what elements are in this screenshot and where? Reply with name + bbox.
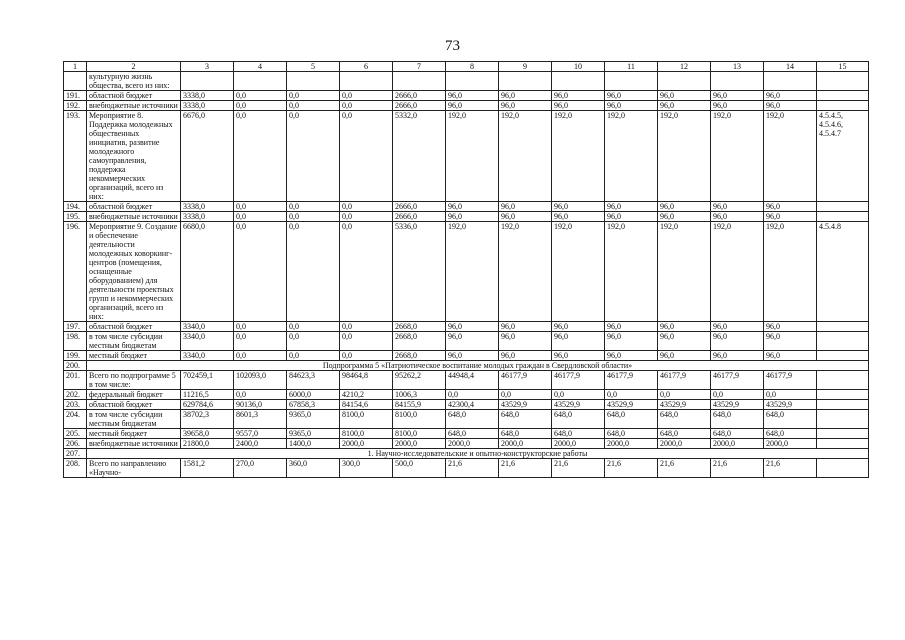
table-row <box>64 351 869 361</box>
value-cell: 43529,9 <box>605 400 658 410</box>
table-row <box>64 91 869 101</box>
value-cell <box>499 72 552 91</box>
value-cell: 192,0 <box>658 222 711 322</box>
value-cell: 84155,9 <box>393 400 446 410</box>
value-cell: 46177,9 <box>552 371 605 390</box>
value-cell: 0,0 <box>287 111 340 202</box>
header-cell: 2 <box>87 62 181 72</box>
value-cell: 96,0 <box>658 202 711 212</box>
value-cell: 46177,9 <box>711 371 764 390</box>
table-row <box>64 72 869 91</box>
header-cell: 14 <box>764 62 817 72</box>
value-cell: 192,0 <box>552 111 605 202</box>
value-cell: 2400,0 <box>234 439 287 449</box>
value-cell: 192,0 <box>499 111 552 202</box>
value-cell: 2668,0 <box>393 332 446 351</box>
value-cell <box>446 72 499 91</box>
value-cell: 0,0 <box>287 351 340 361</box>
table-row <box>64 332 869 351</box>
row-number: 192. <box>64 101 87 111</box>
row-number: 203. <box>64 400 87 410</box>
value-cell: 96,0 <box>446 202 499 212</box>
value-cell: 0,0 <box>234 222 287 322</box>
value-cell: 21,6 <box>499 459 552 478</box>
row-number: 194. <box>64 202 87 212</box>
value-cell: 21,6 <box>764 459 817 478</box>
value-cell: 0,0 <box>234 332 287 351</box>
value-cell: 0,0 <box>287 202 340 212</box>
value-cell <box>181 72 234 91</box>
value-cell: 96,0 <box>552 212 605 222</box>
target-indicator-cell <box>817 322 869 332</box>
table-row <box>64 390 869 400</box>
value-cell: 3340,0 <box>181 322 234 332</box>
value-cell: 6000,0 <box>287 390 340 400</box>
row-number: 200. <box>64 361 87 371</box>
value-cell: 0,0 <box>340 332 393 351</box>
target-indicator-cell <box>817 332 869 351</box>
target-indicator-cell <box>817 101 869 111</box>
header-cell: 7 <box>393 62 446 72</box>
value-cell: 648,0 <box>764 410 817 429</box>
value-cell: 98464,8 <box>340 371 393 390</box>
value-cell: 96,0 <box>446 91 499 101</box>
value-cell: 1006,3 <box>393 390 446 400</box>
value-cell: 0,0 <box>340 91 393 101</box>
value-cell: 84623,3 <box>287 371 340 390</box>
value-cell: 2668,0 <box>393 351 446 361</box>
value-cell: 629784,6 <box>181 400 234 410</box>
table-row <box>64 429 869 439</box>
row-number: 204. <box>64 410 87 429</box>
header-cell: 9 <box>499 62 552 72</box>
value-cell: 648,0 <box>499 410 552 429</box>
value-cell: 3340,0 <box>181 351 234 361</box>
value-cell: 0,0 <box>711 390 764 400</box>
row-name: внебюджетные источники <box>87 439 181 449</box>
value-cell: 96,0 <box>552 322 605 332</box>
value-cell: 0,0 <box>340 322 393 332</box>
row-name: культурную жизнь общества, всего из них: <box>87 72 181 91</box>
value-cell: 8100,0 <box>340 410 393 429</box>
value-cell: 0,0 <box>287 322 340 332</box>
value-cell <box>340 72 393 91</box>
value-cell: 5332,0 <box>393 111 446 202</box>
value-cell: 96,0 <box>605 351 658 361</box>
target-indicator-cell <box>817 351 869 361</box>
value-cell: 2000,0 <box>764 439 817 449</box>
value-cell: 3338,0 <box>181 212 234 222</box>
value-cell: 96,0 <box>605 212 658 222</box>
value-cell: 2666,0 <box>393 101 446 111</box>
target-indicator-cell <box>817 371 869 390</box>
row-number: 198. <box>64 332 87 351</box>
value-cell: 648,0 <box>499 429 552 439</box>
value-cell: 360,0 <box>287 459 340 478</box>
value-cell: 96,0 <box>446 332 499 351</box>
table-row <box>64 212 869 222</box>
value-cell: 96,0 <box>499 202 552 212</box>
value-cell: 96,0 <box>764 202 817 212</box>
value-cell: 192,0 <box>552 222 605 322</box>
value-cell <box>393 72 446 91</box>
value-cell: 96,0 <box>605 332 658 351</box>
value-cell: 648,0 <box>764 429 817 439</box>
value-cell: 500,0 <box>393 459 446 478</box>
value-cell <box>552 72 605 91</box>
value-cell: 96,0 <box>605 322 658 332</box>
header-cell: 8 <box>446 62 499 72</box>
table-row <box>64 322 869 332</box>
value-cell: 39658,0 <box>181 429 234 439</box>
value-cell: 192,0 <box>605 222 658 322</box>
row-name: областной бюджет <box>87 91 181 101</box>
row-number: 193. <box>64 111 87 202</box>
value-cell: 0,0 <box>499 390 552 400</box>
value-cell: 2000,0 <box>552 439 605 449</box>
value-cell: 192,0 <box>658 111 711 202</box>
value-cell: 2000,0 <box>393 439 446 449</box>
table-row <box>64 202 869 212</box>
subprogram-row <box>64 449 869 459</box>
value-cell: 300,0 <box>340 459 393 478</box>
table-row <box>64 222 869 322</box>
header-cell: 10 <box>552 62 605 72</box>
value-cell: 0,0 <box>552 390 605 400</box>
value-cell: 648,0 <box>552 410 605 429</box>
row-name: областной бюджет <box>87 202 181 212</box>
budget-table <box>63 61 869 478</box>
value-cell: 46177,9 <box>605 371 658 390</box>
row-number: 201. <box>64 371 87 390</box>
value-cell: 192,0 <box>446 111 499 202</box>
value-cell: 2000,0 <box>711 439 764 449</box>
value-cell: 96,0 <box>446 212 499 222</box>
row-number: 191. <box>64 91 87 101</box>
value-cell: 96,0 <box>764 212 817 222</box>
value-cell: 96,0 <box>605 202 658 212</box>
value-cell <box>764 72 817 91</box>
row-number: 199. <box>64 351 87 361</box>
value-cell: 0,0 <box>287 212 340 222</box>
row-number: 205. <box>64 429 87 439</box>
value-cell: 0,0 <box>340 111 393 202</box>
value-cell: 21800,0 <box>181 439 234 449</box>
row-name: областной бюджет <box>87 322 181 332</box>
value-cell: 44948,4 <box>446 371 499 390</box>
row-number: 208. <box>64 459 87 478</box>
value-cell <box>234 72 287 91</box>
row-name: Всего по подпрограмме 5 в том числе: <box>87 371 181 390</box>
row-name: внебюджетные источники <box>87 101 181 111</box>
value-cell: 96,0 <box>658 351 711 361</box>
target-indicator-cell <box>817 459 869 478</box>
value-cell: 96,0 <box>499 212 552 222</box>
value-cell: 84154,6 <box>340 400 393 410</box>
value-cell: 96,0 <box>499 332 552 351</box>
value-cell: 0,0 <box>234 351 287 361</box>
value-cell: 648,0 <box>552 429 605 439</box>
value-cell: 96,0 <box>764 91 817 101</box>
value-cell: 0,0 <box>287 101 340 111</box>
row-name: в том числе субсидии местным бюджетам <box>87 410 181 429</box>
row-number <box>64 72 87 91</box>
value-cell: 96,0 <box>499 351 552 361</box>
target-indicator-cell <box>817 202 869 212</box>
value-cell: 43529,9 <box>499 400 552 410</box>
header-cell: 15 <box>817 62 869 72</box>
value-cell: 21,6 <box>446 459 499 478</box>
value-cell: 21,6 <box>552 459 605 478</box>
value-cell: 96,0 <box>605 91 658 101</box>
value-cell: 96,0 <box>446 351 499 361</box>
value-cell: 0,0 <box>340 101 393 111</box>
value-cell: 2666,0 <box>393 202 446 212</box>
value-cell: 648,0 <box>711 410 764 429</box>
value-cell: 21,6 <box>605 459 658 478</box>
value-cell: 21,6 <box>658 459 711 478</box>
subprogram-row <box>64 361 869 371</box>
value-cell: 4210,2 <box>340 390 393 400</box>
value-cell: 96,0 <box>764 351 817 361</box>
header-cell: 4 <box>234 62 287 72</box>
value-cell: 0,0 <box>764 390 817 400</box>
target-indicator-cell: 4.5.4.8 <box>817 222 869 322</box>
value-cell: 96,0 <box>658 91 711 101</box>
value-cell: 0,0 <box>234 212 287 222</box>
value-cell: 648,0 <box>446 429 499 439</box>
value-cell: 43529,9 <box>764 400 817 410</box>
value-cell: 96,0 <box>552 101 605 111</box>
value-cell: 0,0 <box>234 322 287 332</box>
row-name: местный бюджет <box>87 351 181 361</box>
value-cell: 0,0 <box>605 390 658 400</box>
value-cell: 96,0 <box>711 332 764 351</box>
value-cell: 648,0 <box>446 410 499 429</box>
value-cell: 5336,0 <box>393 222 446 322</box>
target-indicator-cell <box>817 410 869 429</box>
table-row <box>64 459 869 478</box>
value-cell: 192,0 <box>711 222 764 322</box>
value-cell: 8100,0 <box>340 429 393 439</box>
value-cell: 2666,0 <box>393 91 446 101</box>
value-cell: 9365,0 <box>287 429 340 439</box>
row-name: Мероприятие 9. Создание и обеспечение деятельности молодежных коворкинг-центров (помещения, оснащенные оборудованием) для деятельности проектных групп и некоммерческих организаций, всего из них: <box>87 222 181 322</box>
value-cell: 96,0 <box>711 101 764 111</box>
value-cell: 3340,0 <box>181 332 234 351</box>
value-cell <box>658 72 711 91</box>
value-cell: 8100,0 <box>393 410 446 429</box>
target-indicator-cell <box>817 72 869 91</box>
row-name: Мероприятие 8. Поддержка молодежных общественных инициатив, развитие молодежного самоуправления, поддержка некоммерческих организаций, всего из них: <box>87 111 181 202</box>
value-cell: 43529,9 <box>711 400 764 410</box>
value-cell: 1581,2 <box>181 459 234 478</box>
row-number: 207. <box>64 449 87 459</box>
value-cell: 2666,0 <box>393 212 446 222</box>
target-indicator-cell <box>817 429 869 439</box>
value-cell: 46177,9 <box>658 371 711 390</box>
value-cell: 9365,0 <box>287 410 340 429</box>
value-cell: 96,0 <box>764 322 817 332</box>
row-name: федеральный бюджет <box>87 390 181 400</box>
value-cell: 95262,2 <box>393 371 446 390</box>
value-cell: 0,0 <box>340 351 393 361</box>
row-name: Всего по направлению «Научно- <box>87 459 181 478</box>
value-cell: 9557,0 <box>234 429 287 439</box>
header-cell: 1 <box>64 62 87 72</box>
value-cell: 0,0 <box>234 101 287 111</box>
table-row <box>64 410 869 429</box>
value-cell: 192,0 <box>764 222 817 322</box>
table-row <box>64 400 869 410</box>
value-cell: 648,0 <box>658 410 711 429</box>
header-cell: 3 <box>181 62 234 72</box>
value-cell: 0,0 <box>287 91 340 101</box>
value-cell: 2668,0 <box>393 322 446 332</box>
row-number: 206. <box>64 439 87 449</box>
table-row <box>64 111 869 202</box>
value-cell: 270,0 <box>234 459 287 478</box>
row-number: 202. <box>64 390 87 400</box>
value-cell: 3338,0 <box>181 91 234 101</box>
value-cell: 8601,3 <box>234 410 287 429</box>
table-row <box>64 371 869 390</box>
value-cell: 192,0 <box>446 222 499 322</box>
row-number: 196. <box>64 222 87 322</box>
value-cell: 3338,0 <box>181 101 234 111</box>
value-cell: 96,0 <box>552 351 605 361</box>
value-cell: 2000,0 <box>446 439 499 449</box>
value-cell: 96,0 <box>552 202 605 212</box>
value-cell: 42300,4 <box>446 400 499 410</box>
value-cell: 43529,9 <box>552 400 605 410</box>
value-cell: 90136,0 <box>234 400 287 410</box>
value-cell: 192,0 <box>605 111 658 202</box>
value-cell: 192,0 <box>499 222 552 322</box>
value-cell: 0,0 <box>234 91 287 101</box>
value-cell: 46177,9 <box>764 371 817 390</box>
value-cell: 96,0 <box>711 322 764 332</box>
value-cell: 0,0 <box>234 111 287 202</box>
page-number: 73 <box>445 38 460 54</box>
value-cell: 21,6 <box>711 459 764 478</box>
target-indicator-cell <box>817 390 869 400</box>
target-indicator-cell <box>817 91 869 101</box>
value-cell: 648,0 <box>605 429 658 439</box>
value-cell: 0,0 <box>287 222 340 322</box>
value-cell: 0,0 <box>340 202 393 212</box>
row-number: 197. <box>64 322 87 332</box>
value-cell: 192,0 <box>711 111 764 202</box>
value-cell: 0,0 <box>658 390 711 400</box>
target-indicator-cell <box>817 400 869 410</box>
value-cell: 96,0 <box>711 212 764 222</box>
value-cell: 96,0 <box>764 101 817 111</box>
value-cell: 96,0 <box>711 202 764 212</box>
value-cell: 96,0 <box>658 101 711 111</box>
value-cell: 96,0 <box>605 101 658 111</box>
header-cell: 6 <box>340 62 393 72</box>
value-cell <box>605 72 658 91</box>
value-cell: 6676,0 <box>181 111 234 202</box>
header-cell: 12 <box>658 62 711 72</box>
value-cell: 1400,0 <box>287 439 340 449</box>
value-cell: 648,0 <box>658 429 711 439</box>
header-cell: 5 <box>287 62 340 72</box>
header-row <box>64 62 869 72</box>
value-cell: 67858,3 <box>287 400 340 410</box>
value-cell: 96,0 <box>658 212 711 222</box>
value-cell: 11216,5 <box>181 390 234 400</box>
table-row <box>64 101 869 111</box>
value-cell: 0,0 <box>234 390 287 400</box>
table-row <box>64 439 869 449</box>
value-cell: 102093,0 <box>234 371 287 390</box>
value-cell: 3338,0 <box>181 202 234 212</box>
section-title: Подпрограмма 5 «Патриотическое воспитание молодых граждан в Свердловской области» <box>87 361 869 371</box>
value-cell: 702459,1 <box>181 371 234 390</box>
value-cell: 192,0 <box>764 111 817 202</box>
value-cell: 96,0 <box>446 322 499 332</box>
value-cell: 96,0 <box>764 332 817 351</box>
row-name: областной бюджет <box>87 400 181 410</box>
value-cell: 0,0 <box>340 222 393 322</box>
value-cell: 96,0 <box>552 91 605 101</box>
value-cell: 648,0 <box>605 410 658 429</box>
header-cell: 11 <box>605 62 658 72</box>
value-cell: 2000,0 <box>658 439 711 449</box>
value-cell: 0,0 <box>340 212 393 222</box>
value-cell: 43529,9 <box>658 400 711 410</box>
value-cell: 0,0 <box>234 202 287 212</box>
target-indicator-cell: 4.5.4.5, 4.5.4.6, 4.5.4.7 <box>817 111 869 202</box>
value-cell: 96,0 <box>658 322 711 332</box>
value-cell: 96,0 <box>711 351 764 361</box>
value-cell <box>711 72 764 91</box>
value-cell <box>287 72 340 91</box>
value-cell: 96,0 <box>552 332 605 351</box>
value-cell: 648,0 <box>711 429 764 439</box>
target-indicator-cell <box>817 439 869 449</box>
row-name: в том числе субсидии местным бюджетам <box>87 332 181 351</box>
value-cell: 96,0 <box>658 332 711 351</box>
value-cell: 46177,9 <box>499 371 552 390</box>
value-cell: 2000,0 <box>605 439 658 449</box>
section-title: 1. Научно-исследовательские и опытно-конструкторские работы <box>87 449 869 459</box>
row-name: местный бюджет <box>87 429 181 439</box>
value-cell: 38702,3 <box>181 410 234 429</box>
value-cell: 96,0 <box>446 101 499 111</box>
value-cell: 96,0 <box>711 91 764 101</box>
value-cell: 96,0 <box>499 101 552 111</box>
target-indicator-cell <box>817 212 869 222</box>
value-cell: 8100,0 <box>393 429 446 439</box>
value-cell: 2000,0 <box>340 439 393 449</box>
value-cell: 0,0 <box>287 332 340 351</box>
value-cell: 2000,0 <box>499 439 552 449</box>
row-name: внебюджетные источники <box>87 212 181 222</box>
value-cell: 0,0 <box>446 390 499 400</box>
value-cell: 96,0 <box>499 322 552 332</box>
header-cell: 13 <box>711 62 764 72</box>
value-cell: 6680,0 <box>181 222 234 322</box>
row-number: 195. <box>64 212 87 222</box>
value-cell: 96,0 <box>499 91 552 101</box>
